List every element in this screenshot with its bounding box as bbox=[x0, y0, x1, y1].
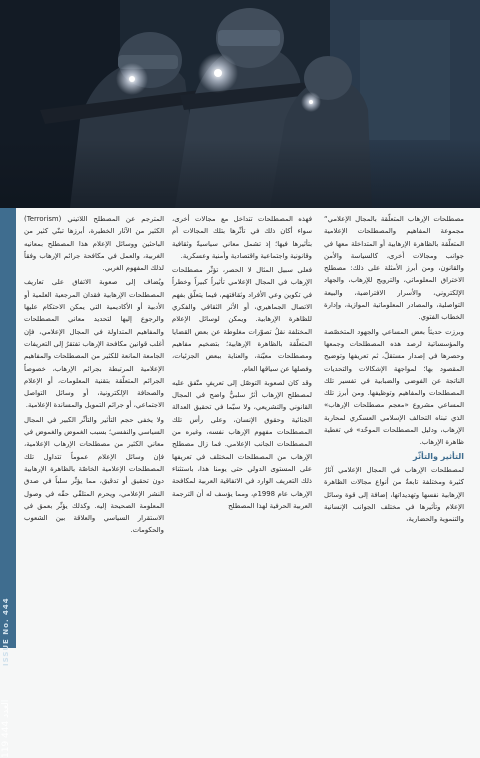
paragraph: فعلى سبيل المثال لا الحصر، تؤثّر مصطلحات الإرهاب في المجال الإعلامي تأثيراً كبيراً وخطراً في تكوين وعي الأفراد وثقافتهم، فيما يتعلّق بفهم الاتصال الجماهيري، أو الأثر الثقافي والفكري للظاهرة الإرهابية. ويمكن لوسائل الإعلام المختلفة نقلُ تصوّرات مغلوطة عن بعض القضايا المتعلّقة بالظاهرة الإرهابية؛ بتضخيم مفاهيم ومصطلحات معيّنة، والعناية ببعض الجزئيات، وفصلها عن سياقها العام. bbox=[172, 266, 312, 373]
paragraph: وقد كان لصعوبة التوصّل إلى تعريفٍ متّفق عليه لمصطلح الإرهاب أثرٌ سلبيٌّ واضح في المجال القانوني والتشريعي، ولا سيّما في تحقيق العدالة الجنائية وحقوق الإنسان، وعلى رأس تلك المصطلحات مفهوم الإرهاب نفسه، وغيره من المصطلحات الجانب الإعلامي. فما زال مصطلح الإرهاب من المصطلحات المختلف في تعريفها على المستوى الدولي حتى يومنا هذا، باستثناء ذلك التعريف الوارد في الاتفاقية العربية لمكافحة الإرهاب عام 1998م، ومما يؤسف له أن الترجمة العربية الحرفية لهذا المصطلح bbox=[172, 378, 312, 510]
page-side-strip bbox=[0, 208, 16, 758]
paragraph: فهذه المصطلحات تتداخل مع مجالات أخرى، سواء أكان ذلك في تأثّرها بتلك المجالات أم بتأثيرها فيها؛ إذ تشمل معاني سياسيةً وثقافية وقانونية واجتماعية واقتصادية وأمنية وعسكرية. bbox=[172, 215, 312, 260]
soldiers-illustration bbox=[0, 0, 480, 208]
section-heading: التأثير والتأثّر bbox=[412, 451, 464, 461]
hero-photo bbox=[0, 0, 480, 208]
paragraph: ويُضاف إلى صعوبة الاتفاق على تعاريف المصطلحات الإرهابية فقدان المرجعية العلمية أو الأدبية أو الأكاديمية التي يمكن الاحتكام عليها والرجوع إليها لتحديد معاني المصطلحات والمفاهيم المتداولة في المجال الإعلامي، فإن أغلب قوانين مكافحة الإرهاب تفتقرُ إلى التعريفات الجامعة المانعة للكثير من المصطلحات والمفاهيم الإعلامية المرتبطة بجرائم الإرهاب، خصوصاً الجرائم المتعلّقة بتقنية المعلومات، أو الإعلام والصحافة الإلكترونية، أو وسائل التواصل الاجتماعي، أو جرائم التمويل والمساندة الإعلامية. bbox=[24, 278, 164, 410]
paragraph: ولا يخفى حجم التأثير والتأثّر الكبير في المجال السياسي والنفسي؛ بسبب الغموض والغموض في معاني الكثير من مصطلحات الإرهاب الإعلامية، فإن وسائل الإعلام عموماً تتداول تلك المصطلحات الإعلامية الخاصّة بالظاهرة الإرهابية دون تحقيق أو تدقيق، مما يؤثّر سلباً في صدق النشر الإعلامي، ويحرم المتلقّي حقّه في وصول المعلومة الصحيحة إليه. وكذلك يؤثّر بعمق في الاستقرار السياسي والعلاقة بين الشعوب والحكومات. bbox=[24, 415, 164, 535]
paragraph: المترجم عن المصطلح اللاتيني (Terrorism) الكثير من الآثار الخطيرة، أبرزها تبنّي كثير من الباحثين ووسائل الإعلام هذا المصطلح بمعانيه الغربية، والعمل في مكافحة جرائم الإرهاب وفقاً لذلك المفهوم الغربي. bbox=[24, 215, 164, 273]
article-column-left bbox=[24, 213, 164, 643]
paragraph: وبرزت حديثاً بعض المساعي والجهود المتخصّصة والمؤسساتية لرصد هذه المصطلحات وجمعها وحصرها في إصدار مستقلّ، ثم تعريفها وتوضيح المقصود بها؛ لمواجهة الإشكالات والتحديات الناتجة عن الفوضى والضبابية في تفسير تلك المصطلحات والمفاهيم وتوظيفها. ومن أبرز تلك المساعي مشروع «معجم مصطلحات الإرهاب» الذي تبناه التحالف الإسلامي العسكري لمحاربة الإرهاب، ودليل المصطلحات الموحّد» في تغطية ظاهرة الإرهاب. bbox=[324, 327, 464, 447]
page-number-label: 119 العدد 444 bbox=[1, 699, 11, 758]
paragraph: لمصطلحات الإرهاب في المجال الإعلامي آثارٌ كثيرة ومختلفة تابعةٌ من أنواع مجالات الظاهرة الإرهابية نفسها وتهديداتها، إضافة إلى قوة وسائل الإعلام وتأثيرها في مختلف الجوانب الإنسانية والتنموية والحضارية، bbox=[324, 465, 464, 524]
issue-label: ISSUE No. 444 bbox=[2, 597, 10, 666]
article-column-right bbox=[324, 213, 464, 643]
article-column-middle bbox=[172, 213, 312, 643]
paragraph: مصطلحات الإرهاب المتعلّقة بالمجال الإعلامي“ مجموعة المفاهيم والمصطلحات الإعلامية المتعلّقة بالظاهرة الإرهابية أو المتداخلة معها في جوانب ومجالات أخرى، كالسياسة والأمن والقانون، ومن أبرز الأمثلة على ذلك: مصطلح الاختراق المعلوماتي، والترويج للإرهاب، والجهاد الإلكتروني، والأسرار الافتراضية، والبيعة التواصلية، والمصادر المعلوماتية الموازية، وإدارة الخطاب الفتوي. bbox=[324, 215, 464, 322]
